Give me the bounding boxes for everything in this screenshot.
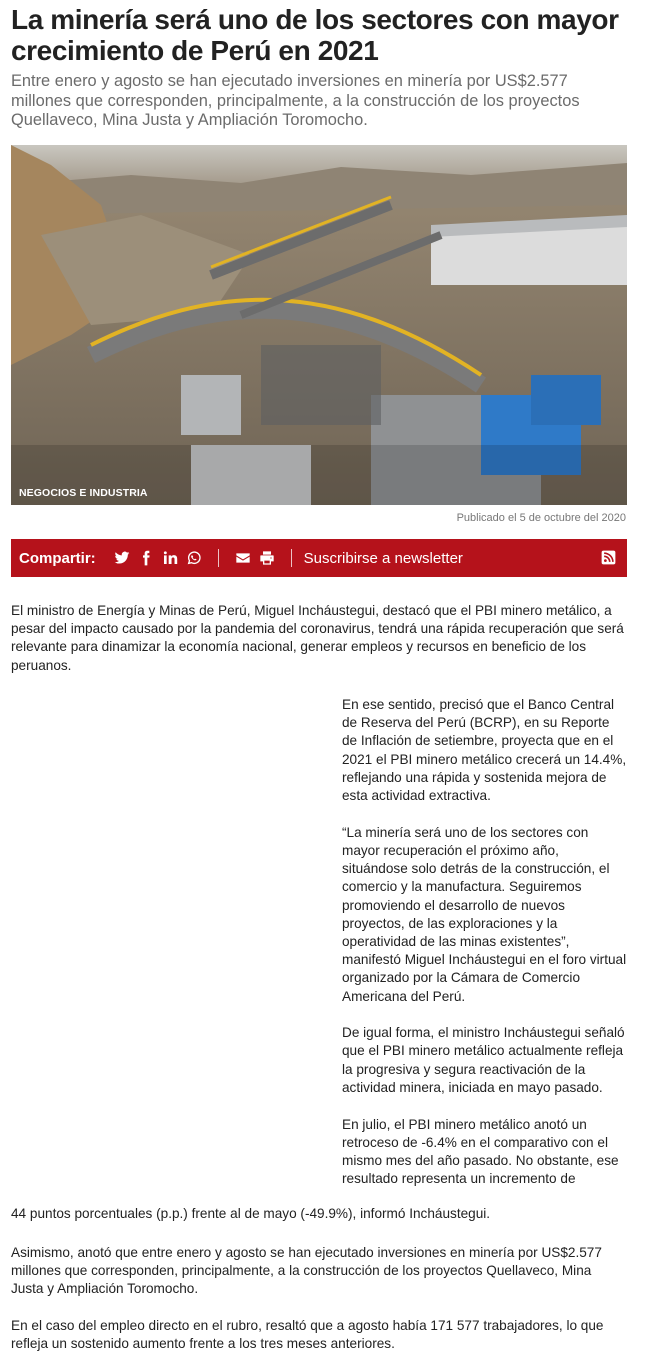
paragraph-employment: En el caso del empleo directo en el rubro, resaltó que a agosto había 171 577 trabajadores, lo que refleja un sostenido aumento frente a los tres meses anteriores. <box>11 1318 604 1352</box>
rss-icon[interactable] <box>601 550 616 565</box>
share-icons <box>114 549 300 567</box>
share-divider <box>291 549 292 567</box>
paragraph-intro: El ministro de Energía y Minas de Perú, Miguel Incháustegui, destacó que el PBI minero metálico, a pesar del impacto causado por la pandemia del coronavirus, tendrá una rápida recuperación que será relevante para dinamizar la economía nacional, generar empleos y recursos en beneficio de los peruanos. <box>11 603 624 673</box>
paragraph-july: En julio, el PBI minero metálico anotó un retroceso de -6.4% en el comparativo con el mismo mes del año pasado. No obstante, ese resultado representa un incremento de <box>342 1116 619 1187</box>
category-tag[interactable]: NEGOCIOS E INDUSTRIA <box>19 487 148 499</box>
paragraph-investment: Asimismo, anotó que entre enero y agosto se han ejecutado inversiones en minería por US$2.577 millones que corresponden, principalmente, a la construcción de los proyectos Quellaveco, Mina Justa y Ampliación Toromocho. <box>11 1245 602 1297</box>
article-subtitle: Entre enero y agosto se han ejecutado inversiones en minería por US$2.577 millones que corresponden, principalmente, a la construcción de los proyectos Quellaveco, Mina Justa y Ampliación Toromocho. <box>11 72 580 129</box>
paragraph-quote: “La minería será uno de los sectores con mayor recuperación el próximo año, situándose solo detrás de la construcción, el comercio y la manufactura. Seguiremos promoviendo el desarrollo de nuevos proyectos, de las exploraciones y la operatividad de las minas existentes”, manifestó Miguel Incháustegui en el foro virtual organizado por la Cámara de Comercio Americana del Perú. <box>342 824 627 1004</box>
email-icon[interactable] <box>235 550 251 566</box>
print-icon[interactable] <box>259 550 275 566</box>
article-title: La minería será uno de los sectores con mayor crecimiento de Perú en 2021 <box>11 4 619 66</box>
paragraph-bcrp: En ese sentido, precisó que el Banco Central de Reserva del Perú (BCRP), en su Reporte de Inflación de setiembre, proyecta que en el 2021 el PBI minero metálico crecerá un 14.4%, reflejando una rápida y sostenida mejora de esta actividad extractiva. <box>342 697 627 804</box>
article-column <box>342 696 627 1188</box>
newsletter-link[interactable]: Suscribirse a newsletter <box>303 549 463 567</box>
whatsapp-icon[interactable] <box>186 550 202 566</box>
share-bar <box>11 539 627 577</box>
mining-site-photo <box>11 145 627 505</box>
linkedin-icon[interactable] <box>162 550 178 566</box>
share-divider <box>218 549 219 567</box>
share-label: Compartir: <box>19 549 96 567</box>
paragraph-reactivation: De igual forma, el ministro Incháustegui señaló que el PBI minero metálico actualmente refleja la progresiva y segura reactivación de la actividad minera, iniciada en mayo pasado. <box>342 1025 625 1095</box>
hero-image <box>11 145 627 505</box>
publish-date: Publicado el 5 de octubre del 2020 <box>456 512 626 524</box>
paragraph-july-continued: 44 puntos porcentuales (p.p.) frente al de mayo (-49.9%), informó Incháustegui. <box>11 1206 491 1221</box>
facebook-icon[interactable] <box>138 550 154 566</box>
twitter-icon[interactable] <box>114 550 130 566</box>
